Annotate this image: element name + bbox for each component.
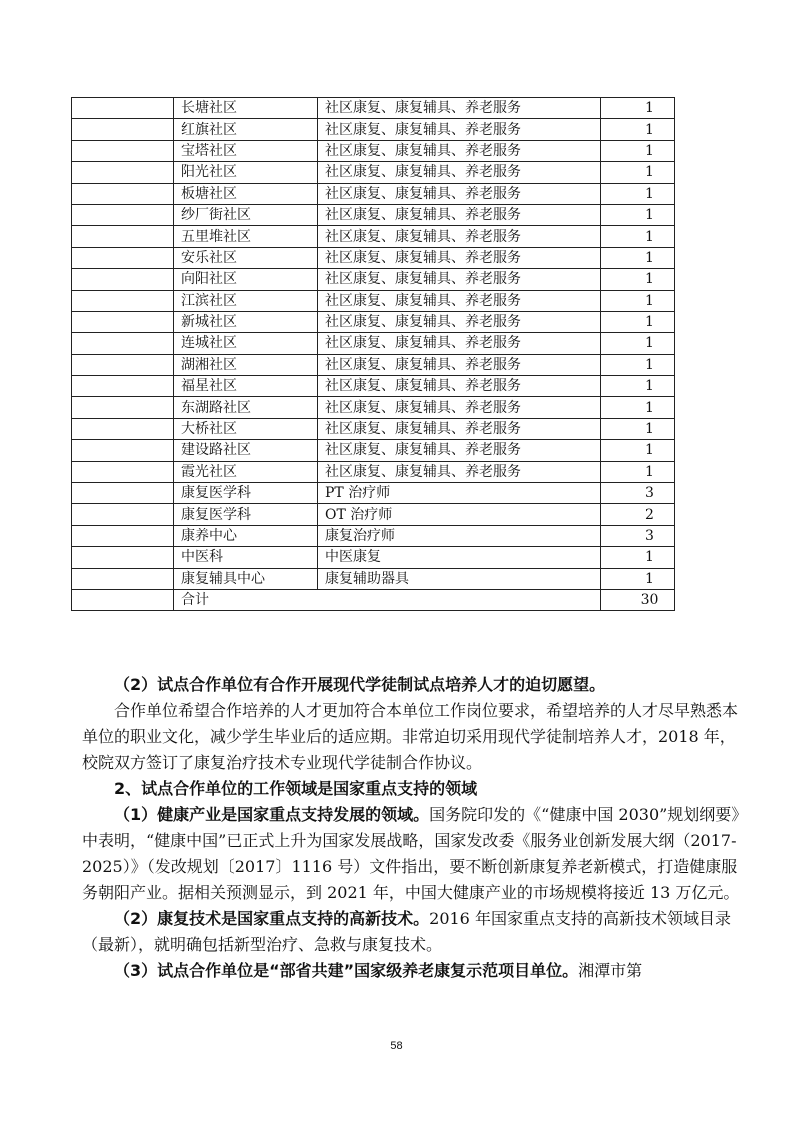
count-cell: 1 [601, 226, 675, 247]
table-row [72, 140, 675, 161]
department-cell: 阳光社区 [174, 162, 318, 183]
paragraph-demo-project [82, 958, 742, 984]
count-cell: 3 [601, 525, 675, 546]
table-row [72, 247, 675, 268]
unit-cell [72, 376, 174, 397]
unit-cell [72, 461, 174, 482]
field-cell: 社区康复、康复辅具、养老服务 [318, 204, 601, 225]
text-rehab-tech: 2016 年国家重点支持的高新技术领域目录（最新），就明确包括新型治疗、急救与康复技术。 [82, 909, 731, 954]
department-cell: 霞光社区 [174, 461, 318, 482]
unit-cell [72, 226, 174, 247]
total-label: 合计 [174, 589, 601, 610]
total-count: 30 [601, 589, 675, 610]
unit-cell [72, 483, 174, 504]
paragraph-cooperation: 合作单位希望合作培养的人才更加符合本单位工作岗位要求，希望培养的人才尽早熟悉本单位的职业文化，减少学生毕业后的适应期。非常迫切采用现代学徒制培养人才，2018 年，校院双方签订了康复治疗技术专业现代学徒制合作协议。 [82, 701, 739, 772]
table-row [72, 504, 675, 525]
field-cell: 社区康复、康复辅具、养老服务 [318, 119, 601, 140]
table-row [72, 440, 675, 461]
department-cell: 建设路社区 [174, 440, 318, 461]
field-cell: 康复辅助器具 [318, 568, 601, 589]
table-row [72, 354, 675, 375]
table-row [72, 397, 675, 418]
department-cell: 宝塔社区 [174, 140, 318, 161]
text-health-industry: 国务院印发的《“健康中国 2030”规划纲要》中表明，“健康中国”已正式上升为国家发展战略，国家发改委《服务业创新发展大纲（2017-2025）》（发改规划〔2017〕1116 号）文件指出，要不断创新康复养老新模式，打造健康服务朝阳产业。据相关预测显示，到 2021 年，中国大健康产业的市场规模将接近 13 万亿元。 [82, 805, 740, 902]
unit-cell [72, 290, 174, 311]
unit-cell [72, 269, 174, 290]
text-demo-project: 湘潭市第 [578, 961, 643, 980]
table-row [72, 376, 675, 397]
table-row [72, 98, 675, 119]
unit-cell [72, 440, 174, 461]
department-cell: 福星社区 [174, 376, 318, 397]
table-row [72, 461, 675, 482]
field-cell: 社区康复、康复辅具、养老服务 [318, 183, 601, 204]
table-row [72, 226, 675, 247]
table-row [72, 269, 675, 290]
count-cell: 1 [601, 183, 675, 204]
table-row [72, 483, 675, 504]
table-row [72, 290, 675, 311]
unit-cell [72, 162, 174, 183]
field-cell: 康复治疗师 [318, 525, 601, 546]
department-cell: 连城社区 [174, 333, 318, 354]
field-cell: 社区康复、康复辅具、养老服务 [318, 140, 601, 161]
department-cell: 新城社区 [174, 311, 318, 332]
count-cell: 1 [601, 290, 675, 311]
count-cell: 1 [601, 140, 675, 161]
count-cell: 1 [601, 119, 675, 140]
field-cell: 中医康复 [318, 547, 601, 568]
count-cell: 1 [601, 547, 675, 568]
unit-cell [72, 504, 174, 525]
department-cell: 湖湘社区 [174, 354, 318, 375]
count-cell: 1 [601, 311, 675, 332]
department-cell: 康养中心 [174, 525, 318, 546]
field-cell: 社区康复、康复辅具、养老服务 [318, 440, 601, 461]
count-cell: 1 [601, 269, 675, 290]
table-row [72, 183, 675, 204]
count-cell: 1 [601, 397, 675, 418]
unit-cell [72, 547, 174, 568]
count-cell: 1 [601, 204, 675, 225]
table-row [72, 333, 675, 354]
subheading-rehab-tech: （2）康复技术是国家重点支持的高新技术。 [114, 909, 430, 928]
field-cell: OT 治疗师 [318, 504, 601, 525]
count-cell: 1 [601, 98, 675, 119]
field-cell: 社区康复、康复辅具、养老服务 [318, 162, 601, 183]
table-row [72, 119, 675, 140]
table-row [72, 311, 675, 332]
field-cell: 社区康复、康复辅具、养老服务 [318, 418, 601, 439]
field-cell: 社区康复、康复辅具、养老服务 [318, 376, 601, 397]
paragraph-health-industry [82, 802, 742, 906]
count-cell: 1 [601, 162, 675, 183]
subheading-health-industry: （1）健康产业是国家重点支持发展的领域。 [114, 805, 430, 824]
table-row [72, 418, 675, 439]
count-cell: 1 [601, 333, 675, 354]
table-row [72, 204, 675, 225]
subheading-demo-project: （3）试点合作单位是“部省共建”国家级养老康复示范项目单位。 [114, 961, 579, 980]
count-cell: 1 [601, 354, 675, 375]
field-cell: 社区康复、康复辅具、养老服务 [318, 98, 601, 119]
unit-cell [72, 98, 174, 119]
page-number: 58 [390, 1040, 403, 1052]
unit-cell [72, 354, 174, 375]
unit-cell [72, 525, 174, 546]
department-cell: 江滨社区 [174, 290, 318, 311]
department-cell: 康复医学科 [174, 483, 318, 504]
unit-cell [72, 204, 174, 225]
count-cell: 2 [601, 504, 675, 525]
department-cell: 五里堆社区 [174, 226, 318, 247]
field-cell: 社区康复、康复辅具、养老服务 [318, 461, 601, 482]
field-cell: 社区康复、康复辅具、养老服务 [318, 269, 601, 290]
department-cell: 东湖路社区 [174, 397, 318, 418]
unit-cell [72, 397, 174, 418]
partner-positions-table [71, 97, 675, 611]
unit-cell [72, 333, 174, 354]
count-cell: 1 [601, 440, 675, 461]
section-body [82, 672, 742, 984]
count-cell: 1 [601, 568, 675, 589]
field-cell: 社区康复、康复辅具、养老服务 [318, 311, 601, 332]
unit-cell [72, 589, 174, 610]
field-cell: 社区康复、康复辅具、养老服务 [318, 226, 601, 247]
count-cell: 3 [601, 483, 675, 504]
unit-cell [72, 311, 174, 332]
table-row [72, 568, 675, 589]
unit-cell [72, 183, 174, 204]
heading-work-field: 2、试点合作单位的工作领域是国家重点支持的领域 [114, 779, 478, 798]
department-cell: 中医科 [174, 547, 318, 568]
unit-cell [72, 119, 174, 140]
field-cell: PT 治疗师 [318, 483, 601, 504]
department-cell: 红旗社区 [174, 119, 318, 140]
department-cell: 康复辅具中心 [174, 568, 318, 589]
field-cell: 社区康复、康复辅具、养老服务 [318, 354, 601, 375]
field-cell: 社区康复、康复辅具、养老服务 [318, 333, 601, 354]
total-row [72, 589, 675, 610]
department-cell: 大桥社区 [174, 418, 318, 439]
department-cell: 长塘社区 [174, 98, 318, 119]
count-cell: 1 [601, 418, 675, 439]
department-cell: 康复医学科 [174, 504, 318, 525]
field-cell: 社区康复、康复辅具、养老服务 [318, 290, 601, 311]
unit-cell [72, 418, 174, 439]
department-cell: 纱厂街社区 [174, 204, 318, 225]
unit-cell [72, 247, 174, 268]
table-row [72, 162, 675, 183]
department-cell: 安乐社区 [174, 247, 318, 268]
table-row [72, 525, 675, 546]
unit-cell [72, 568, 174, 589]
count-cell: 1 [601, 376, 675, 397]
count-cell: 1 [601, 247, 675, 268]
paragraph-rehab-tech [82, 906, 742, 958]
subheading-willingness: （2）试点合作单位有合作开展现代学徒制试点培养人才的迫切愿望。 [114, 675, 606, 694]
department-cell: 向阳社区 [174, 269, 318, 290]
field-cell: 社区康复、康复辅具、养老服务 [318, 397, 601, 418]
table-row [72, 547, 675, 568]
department-cell: 板塘社区 [174, 183, 318, 204]
count-cell: 1 [601, 461, 675, 482]
unit-cell [72, 140, 174, 161]
field-cell: 社区康复、康复辅具、养老服务 [318, 247, 601, 268]
